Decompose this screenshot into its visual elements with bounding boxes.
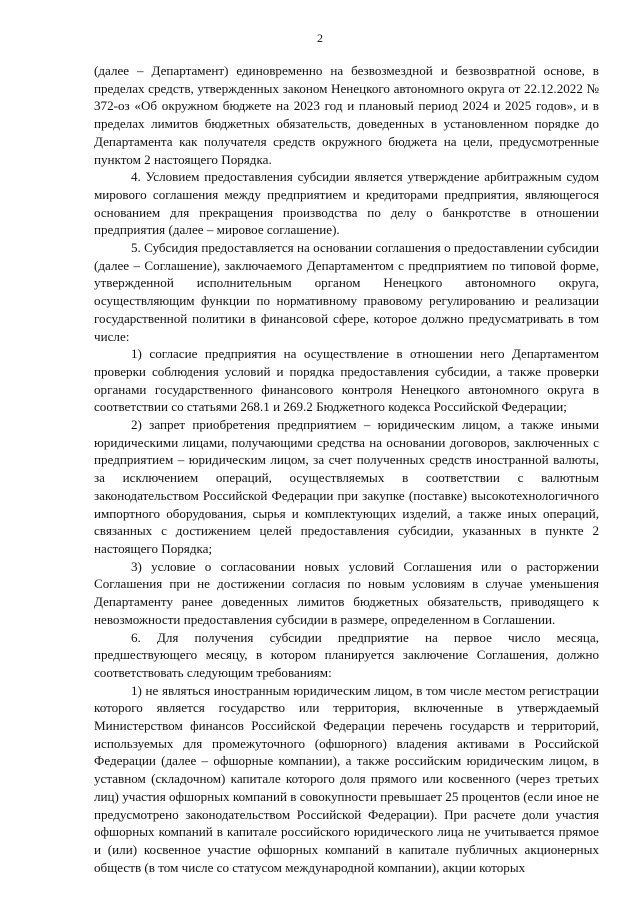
page-number: 2	[317, 31, 323, 45]
paragraph-item-5-1: 1) согласие предприятия на осуществление в отношении него Департаментом проверки соблюдения условий и порядка предоставления субсидии, а также проверки органами государственного финансового контроля Ненецкого автономного округа в соответствии со статьями 268.1 и 269.2 Бюджетного кодекса Российской Федерации;	[94, 346, 599, 415]
paragraph-department-intro: (далее – Департамент) единовременно на безвозмездной и безвозвратной основе, в пределах средств, утвержденных законом Ненецкого автономного округа от 22.12.2022 № 372-оз «Об окружном бюджете на 2023 год и плановый период 2024 и 2025 годов», и в пределах лимитов бюджетных обязательств, доведенных в установленном порядке до Департамента как получателя средств окружного бюджета на цели, предусмотренные пунктом 2 настоящего Порядка.	[94, 63, 599, 167]
paragraph-item-5: 5. Субсидия предоставляется на основании соглашения о предоставлении субсидии (далее – Соглашение), заключаемого Департаментом с предприятием по типовой форме, утвержденной исполнительным органом Ненецкого автономного округа, осуществляющим функции по нормативному правовому регулированию и реализации государственной политики в финансовой сфере, которое должно предусматривать в том числе:	[94, 240, 599, 344]
document-body	[94, 62, 599, 876]
paragraph-item-6-1: 1) не являться иностранным юридическим лицом, в том числе местом регистрации которого является государство или территория, включенные в утверждаемый Министерством финансов Российской Федерации перечень государств и территорий, используемых для промежуточного (офшорного) владения активами в Российской Федерации (далее – офшорные компании), а также российским юридическим лицом, в уставном (складочном) капитале которого доля прямого или косвенного (через третьих лиц) участия офшорных компаний в совокупности превышает 25 процентов (если иное не предусмотрено законодательством Российской Федерации). При расчете доли участия офшорных компаний в капитале российского юридического лица не учитывается прямое и (или) косвенное участие офшорных компаний в капитале публичных акционерных обществ (в том числе со статусом международной компании), акции которых	[94, 682, 599, 875]
paragraph-item-6: 6. Для получения субсидии предприятие на первое число месяца, предшествующего месяцу, в котором планируется заключение Соглашения, должно соответствовать следующим требованиям:	[94, 629, 599, 680]
paragraph-item-5-3: 3) условие о согласовании новых условий Соглашения или о расторжении Соглашения при не достижении согласия по новым условиям в случае уменьшения Департаменту ранее доведенных лимитов бюджетных обязательств, приводящего к невозможности предоставления субсидии в размере, определенном в Соглашении.	[94, 558, 599, 627]
paragraph-item-4: 4. Условием предоставления субсидии является утверждение арбитражным судом мирового соглашения между предприятием и кредиторами предприятия, являющегося основанием для прекращения производства по делу о банкротстве в отношении предприятия (далее – мировое соглашение).	[94, 169, 599, 238]
paragraph-item-5-2: 2) запрет приобретения предприятием – юридическим лицом, а также иными юридическими лицами, получающими средства на основании договоров, заключенных с предприятием – юридическим лицом, за счет полученных средств иностранной валюты, за исключением операций, осуществляемых в соответствии с валютным законодательством Российской Федерации при закупке (поставке) высокотехнологичного импортного оборудования, сырья и комплектующих изделий, а также иных операций, связанных с достижением целей предоставления субсидии, указанных в пункте 2 настоящего Порядка;	[94, 417, 599, 556]
